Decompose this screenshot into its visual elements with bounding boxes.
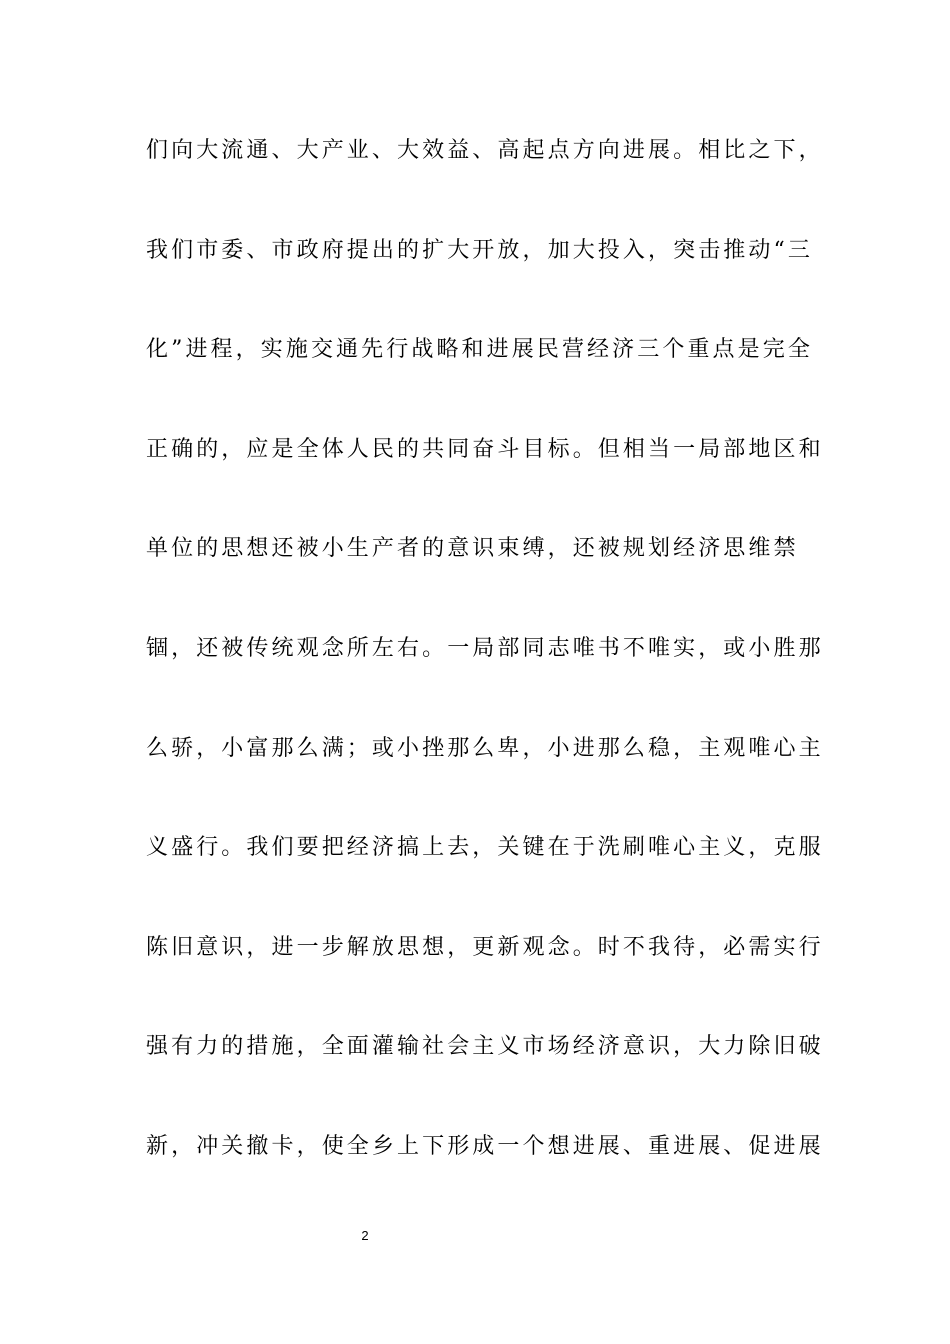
text-line: 单位的思想还被小生产者的意识束缚，还被规划经济思维禁 <box>146 536 799 562</box>
text-line: 化”进程，实施交通先行战略和进展民营经济三个重点是完全 <box>146 337 813 363</box>
text-line: 么骄，小富那么满；或小挫那么卑，小进那么稳，主观唯心主 <box>146 735 824 761</box>
page-number: 2 <box>361 1228 369 1243</box>
text-line: 义盛行。我们要把经济搞上去，关键在于洗刷唯心主义，克服 <box>146 835 824 861</box>
body-text <box>146 123 824 1219</box>
text-line: 我们市委、市政府提出的扩大开放，加大投入，突击推动“三 <box>146 237 813 263</box>
text-line: 正确的，应是全体人民的共同奋斗目标。但相当一局部地区和 <box>146 436 824 462</box>
text-line: 陈旧意识，进一步解放思想，更新观念。时不我待，必需实行 <box>146 934 824 960</box>
text-line: 锢，还被传统观念所左右。一局部同志唯书不唯实，或小胜那 <box>146 635 824 661</box>
text-line: 新，冲关撤卡，使全乡上下形成一个想进展、重进展、促进展 <box>146 1133 824 1159</box>
text-line: 们向大流通、大产业、大效益、高起点方向进展。相比之下， <box>146 138 824 163</box>
text-line: 强有力的措施，全面灌输社会主义市场经济意识，大力除旧破 <box>146 1034 824 1060</box>
